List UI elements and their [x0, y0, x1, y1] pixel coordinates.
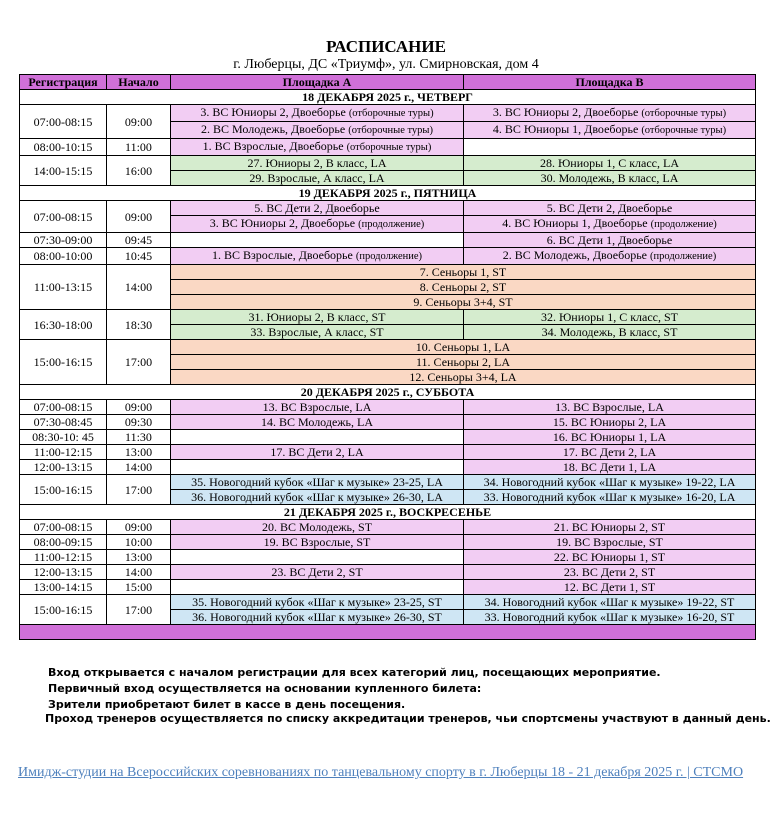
schedule-row: [20, 535, 756, 550]
schedule-row: [20, 595, 756, 610]
start-time-text: 09:00: [124, 520, 153, 534]
table-footer-row: [20, 625, 756, 640]
venue-b-cell: [464, 535, 756, 550]
start-time-text: 14:00: [124, 565, 153, 579]
day-heading: [20, 186, 756, 201]
event-name: 29. Взрослые, А класс, LA: [249, 171, 385, 185]
venue-b-cell: [464, 490, 756, 505]
start-time: [107, 340, 171, 385]
venue-b-cell: [464, 430, 756, 445]
registration-time: [20, 400, 107, 415]
venue-a-cell: [171, 580, 464, 595]
start-time: [107, 445, 171, 460]
start-time-text: 09:30: [124, 415, 153, 429]
start-time-text: 09:45: [124, 233, 153, 247]
event-name: 31. Юниоры 2, В класс, ST: [248, 310, 386, 324]
start-time-text: 17:00: [124, 482, 153, 497]
day-heading-text: 20 ДЕКАБРЯ 2025 г., СУББОТА: [300, 385, 475, 399]
registration-time: [20, 565, 107, 580]
note-spectators: Зрители приобретают билет в кассе в день посещения.: [48, 698, 406, 711]
registration-time: [20, 460, 107, 475]
start-time: [107, 415, 171, 430]
registration-time-text: 08:30-10: 45: [32, 430, 94, 444]
start-time-text: 09:00: [124, 400, 153, 414]
start-time-text: 11:30: [125, 430, 152, 444]
start-time: [107, 400, 171, 415]
start-time: [107, 430, 171, 445]
event-name: 30. Молодежь, В класс, LA: [540, 171, 679, 185]
registration-time-text: 07:30-09:00: [33, 233, 93, 247]
registration-time: [20, 595, 107, 625]
venue-a-cell: [171, 156, 464, 171]
venue-b-cell: [464, 610, 756, 625]
venue-address: г. Люберцы, ДС «Триумф», ул. Смирновская, дом 4: [233, 57, 539, 72]
registration-time: [20, 340, 107, 385]
registration-time-text: 11:00-12:15: [33, 550, 93, 564]
schedule-body: [20, 90, 756, 640]
shared-event-cell: [171, 370, 756, 385]
event-name: 23. ВС Дети 2, ST: [271, 565, 363, 579]
note-coaches: Проход тренеров осуществляется по списку аккредитации тренеров, чьи спортсмены участвуют в данный день.: [45, 712, 771, 725]
registration-time: [20, 430, 107, 445]
shared-event-cell-text: 8. Сеньоры 2, ST: [419, 280, 507, 294]
schedule-row: [20, 105, 756, 122]
day-heading-row: [20, 505, 756, 520]
venue-a-cell: [171, 122, 464, 139]
venue-a-cell: [171, 610, 464, 625]
event-name: 3. ВС Юниоры 2, Двоеборье: [200, 105, 346, 119]
start-time: [107, 595, 171, 625]
venue-b-cell: [464, 248, 756, 265]
event-note: (продолжение): [358, 219, 425, 230]
event-name: 36. Новогодний кубок «Шаг к музыке» 26-30, LA: [191, 490, 443, 504]
registration-time-text: 13:00-14:15: [33, 580, 93, 594]
event-name: 36. Новогодний кубок «Шаг к музыке» 26-30, ST: [192, 610, 442, 624]
event-name: 33. Взрослые, А класс, ST: [250, 325, 384, 339]
registration-time: [20, 520, 107, 535]
event-name: 20. ВС Молодежь, ST: [261, 520, 373, 534]
event-name: 5. ВС Дети 2, Двоеборье: [254, 201, 380, 215]
shared-event-cell: [171, 265, 756, 280]
event-name: 23. ВС Дети 2, ST: [563, 565, 656, 579]
schedule-row: [20, 430, 756, 445]
venue-b-cell: [464, 122, 756, 139]
header-venue-b: Площадка В: [464, 75, 756, 90]
venue-a-cell: [171, 171, 464, 186]
event-name: 1. ВС Взрослые, Двоеборье: [211, 248, 353, 262]
registration-time: [20, 580, 107, 595]
venue-b-cell: [464, 139, 756, 156]
venue-b-cell: [464, 310, 756, 325]
venue-b-cell: [464, 201, 756, 216]
registration-time-text: 08:00-09:15: [33, 535, 93, 549]
schedule-row: [20, 460, 756, 475]
venue-a-cell: [171, 216, 464, 233]
event-name: 28. Юниоры 1, С класс, LA: [539, 156, 680, 170]
event-name: 2. ВС Молодежь, Двоеборье: [201, 122, 346, 136]
start-time-text: 11:00: [125, 140, 152, 154]
registration-time: [20, 550, 107, 565]
event-name: 18. ВС Дети 1, LA: [562, 460, 657, 474]
start-time-text: 17:00: [124, 355, 153, 369]
venue-b-cell: [464, 565, 756, 580]
note-entry: Вход открывается с началом регистрации для всех категорий лиц, посещающих мероприятие.: [48, 666, 661, 679]
venue-a-cell: [171, 310, 464, 325]
header-row: [20, 75, 756, 90]
registration-time: [20, 233, 107, 248]
registration-time: [20, 415, 107, 430]
event-note: (продолжение): [355, 251, 423, 262]
header-registration: Регистрация: [20, 75, 107, 90]
venue-b-cell: [464, 460, 756, 475]
event-name: 34. Молодежь, В класс, ST: [541, 325, 678, 339]
venue-a-cell: [171, 535, 464, 550]
header-start: Начало: [107, 75, 171, 90]
start-time: [107, 139, 171, 156]
venue-b-cell: [464, 156, 756, 171]
event-name: 3. ВС Юниоры 2, Двоеборье: [492, 105, 639, 119]
day-heading-row: [20, 90, 756, 105]
venue-a-cell: [171, 415, 464, 430]
shared-event-cell: [171, 355, 756, 370]
venue-b-cell: [464, 171, 756, 186]
event-name: 17. ВС Дети 2, LA: [270, 445, 364, 459]
event-name: 21. ВС Юниоры 2, ST: [553, 520, 666, 534]
venue-b-cell: [464, 475, 756, 490]
schedule-row: [20, 265, 756, 280]
registration-time-text: 07:30-08:45: [33, 415, 93, 429]
venue-a-cell: [171, 233, 464, 248]
venue-b-cell: [464, 105, 756, 122]
start-time: [107, 156, 171, 186]
venue-a-cell: [171, 325, 464, 340]
event-name: 33. Новогодний кубок «Шаг к музыке» 16-20, ST: [484, 610, 735, 624]
day-heading-row: [20, 385, 756, 400]
header-venue-a: Площадка А: [171, 75, 464, 90]
schedule-row: [20, 550, 756, 565]
shared-event-cell: [171, 295, 756, 310]
venue-a-cell: [171, 565, 464, 580]
venue-a-cell: [171, 550, 464, 565]
registration-time-text: 08:00-10:15: [33, 140, 93, 154]
event-note: (отборочные туры): [641, 125, 727, 136]
venue-b-cell: [464, 325, 756, 340]
shared-event-cell-text: 12. Сеньоры 3+4, LA: [409, 370, 517, 384]
day-heading-text: 18 ДЕКАБРЯ 2025 г., ЧЕТВЕРГ: [302, 90, 473, 104]
event-name: 5. ВС Дети 2, Двоеборье: [546, 201, 673, 215]
schedule-row: [20, 248, 756, 265]
event-name: 4. ВС Юниоры 1, Двоеборье: [502, 216, 648, 230]
registration-time-text: 07:00-08:15: [33, 209, 93, 224]
start-time: [107, 460, 171, 475]
registration-time: [20, 201, 107, 233]
start-time: [107, 550, 171, 565]
table-footer-bar: [20, 625, 756, 640]
registration-time: [20, 310, 107, 340]
event-name: 17. ВС Дети 2, LA: [562, 445, 657, 459]
registration-time-text: 15:00-16:15: [33, 602, 93, 617]
day-heading: [20, 505, 756, 520]
event-note: (отборочные туры): [346, 142, 432, 153]
start-time: [107, 535, 171, 550]
venue-b-cell: [464, 400, 756, 415]
start-time-text: 10:45: [124, 249, 153, 263]
schedule-row: [20, 565, 756, 580]
event-name: 13. ВС Взрослые, LA: [262, 400, 372, 414]
venue-b-cell: [464, 550, 756, 565]
schedule-row: [20, 201, 756, 216]
event-name: 19. ВС Взрослые, ST: [263, 535, 371, 549]
day-heading-text: 19 ДЕКАБРЯ 2025 г., ПЯТНИЦА: [298, 186, 477, 200]
registration-time-text: 08:00-10:00: [33, 249, 93, 263]
shared-event-cell-text: 11. Сеньоры 2, LA: [416, 355, 510, 369]
schedule-row: [20, 520, 756, 535]
event-name: 4. ВС Юниоры 1, Двоеборье: [492, 122, 639, 136]
venue-b-cell: [464, 580, 756, 595]
day-heading: [20, 385, 756, 400]
start-time: [107, 580, 171, 595]
event-note: (продолжение): [650, 251, 717, 262]
venue-b-cell: [464, 445, 756, 460]
registration-time: [20, 139, 107, 156]
start-time: [107, 248, 171, 265]
event-note: (отборочные туры): [641, 108, 727, 119]
start-time-text: 10:00: [124, 535, 153, 549]
shared-event-cell: [171, 280, 756, 295]
note-ticket: Первичный вход осуществляется на основании купленного билета:: [48, 682, 482, 695]
shared-event-cell-text: 7. Сеньоры 1, ST: [419, 265, 507, 279]
venue-a-cell: [171, 400, 464, 415]
start-time: [107, 520, 171, 535]
registration-time-text: 15:00-16:15: [33, 482, 93, 497]
schedule-row: [20, 156, 756, 171]
event-name: 35. Новогодний кубок «Шаг к музыке» 23-25, ST: [192, 595, 442, 609]
event-name: 27. Юниоры 2, В класс, LA: [247, 156, 387, 170]
day-heading-text: 21 ДЕКАБРЯ 2025 г., ВОСКРЕСЕНЬЕ: [283, 505, 492, 519]
schedule-row: [20, 475, 756, 490]
registration-time-text: 07:00-08:15: [33, 114, 93, 129]
event-note: (отборочные туры): [348, 125, 433, 136]
start-time-text: 15:00: [124, 580, 153, 594]
venue-a-cell: [171, 201, 464, 216]
schedule-row: [20, 400, 756, 415]
schedule-table: [19, 74, 756, 640]
start-time-text: 13:00: [124, 550, 153, 564]
start-time-text: 09:00: [124, 114, 153, 129]
venue-a-cell: [171, 520, 464, 535]
venue-a-cell: [171, 248, 464, 265]
start-time-text: 09:00: [124, 209, 153, 224]
registration-time-text: 15:00-16:15: [33, 355, 93, 369]
event-name: 12. ВС Дети 1, ST: [563, 580, 656, 594]
venue-a-cell: [171, 105, 464, 122]
start-time: [107, 310, 171, 340]
registration-time-text: 12:00-13:15: [33, 460, 93, 474]
registration-time: [20, 105, 107, 139]
event-name: 34. Новогодний кубок «Шаг к музыке» 19-22, LA: [483, 475, 736, 489]
schedule-row: [20, 415, 756, 430]
registration-time-text: 14:00-15:15: [33, 163, 93, 178]
shared-event-cell-text: 10. Сеньоры 1, LA: [415, 340, 511, 354]
event-name: 19. ВС Взрослые, ST: [556, 535, 663, 549]
registration-time-text: 11:00-13:15: [33, 280, 93, 294]
venue-b-cell: [464, 216, 756, 233]
registration-time-text: 11:00-12:15: [33, 445, 93, 459]
venue-b-cell: [464, 520, 756, 535]
event-name: 32. Юниоры 1, С класс, ST: [540, 310, 679, 324]
event-name: 15. ВС Юниоры 2, LA: [552, 415, 667, 429]
event-name: 16. ВС Юниоры 1, LA: [552, 430, 667, 444]
event-name: 13. ВС Взрослые, LA: [555, 400, 664, 414]
venue-a-cell: [171, 595, 464, 610]
day-heading-row: [20, 186, 756, 201]
start-time: [107, 201, 171, 233]
gallery-link[interactable]: Имидж-студии на Всероссийских соревнованиях по танцевальному спорту в г. Люберцы 18 - 21 декабря 2025 г. | СТСМО: [18, 765, 744, 780]
venue-a-cell: [171, 460, 464, 475]
event-name: 35. Новогодний кубок «Шаг к музыке» 23-25, LA: [191, 475, 443, 489]
event-name: 22. ВС Юниоры 1, ST: [553, 550, 666, 564]
registration-time: [20, 535, 107, 550]
shared-event-cell: [171, 340, 756, 355]
start-time-text: 14:00: [124, 280, 153, 294]
venue-b-cell: [464, 233, 756, 248]
start-time-text: 18:30: [124, 317, 153, 332]
registration-time-text: 07:00-08:15: [33, 400, 93, 414]
registration-time: [20, 248, 107, 265]
event-note: (продолжение): [650, 219, 717, 230]
registration-time: [20, 265, 107, 310]
page-title: РАСПИСАНИЕ: [326, 37, 446, 56]
venue-a-cell: [171, 430, 464, 445]
event-name: 34. Новогодний кубок «Шаг к музыке» 19-22, ST: [484, 595, 735, 609]
registration-time-text: 07:00-08:15: [33, 520, 93, 534]
event-note: (отборочные туры): [348, 108, 434, 119]
venue-a-cell: [171, 475, 464, 490]
venue-b-cell: [464, 415, 756, 430]
schedule-row: [20, 310, 756, 325]
start-time-text: 13:00: [124, 445, 153, 459]
schedule-row: [20, 580, 756, 595]
schedule-row: [20, 445, 756, 460]
event-name: 2. ВС Молодежь, Двоеборье: [502, 248, 648, 262]
schedule-row: [20, 340, 756, 355]
venue-a-cell: [171, 490, 464, 505]
event-name: 3. ВС Юниоры 2, Двоеборье: [209, 216, 356, 230]
registration-time: [20, 445, 107, 460]
venue-a-cell: [171, 139, 464, 156]
schedule-row: [20, 233, 756, 248]
start-time-text: 16:00: [124, 163, 153, 178]
start-time: [107, 233, 171, 248]
event-name: 6. ВС Дети 1, Двоеборье: [546, 233, 673, 247]
start-time-text: 17:00: [124, 602, 153, 617]
registration-time: [20, 475, 107, 505]
start-time-text: 14:00: [124, 460, 153, 474]
registration-time-text: 12:00-13:15: [33, 565, 93, 579]
registration-time: [20, 156, 107, 186]
event-name: 33. Новогодний кубок «Шаг к музыке» 16-20, LA: [483, 490, 736, 504]
venue-b-cell: [464, 595, 756, 610]
start-time: [107, 475, 171, 505]
event-name: 14. ВС Молодежь, LA: [260, 415, 374, 429]
venue-a-cell: [171, 445, 464, 460]
event-name: 1. ВС Взрослые, Двоеборье: [202, 139, 344, 153]
start-time: [107, 565, 171, 580]
start-time: [107, 265, 171, 310]
day-heading: [20, 90, 756, 105]
shared-event-cell-text: 9. Сеньоры 3+4, ST: [413, 295, 513, 309]
registration-time-text: 16:30-18:00: [33, 317, 93, 332]
start-time: [107, 105, 171, 139]
schedule-row: [20, 139, 756, 156]
